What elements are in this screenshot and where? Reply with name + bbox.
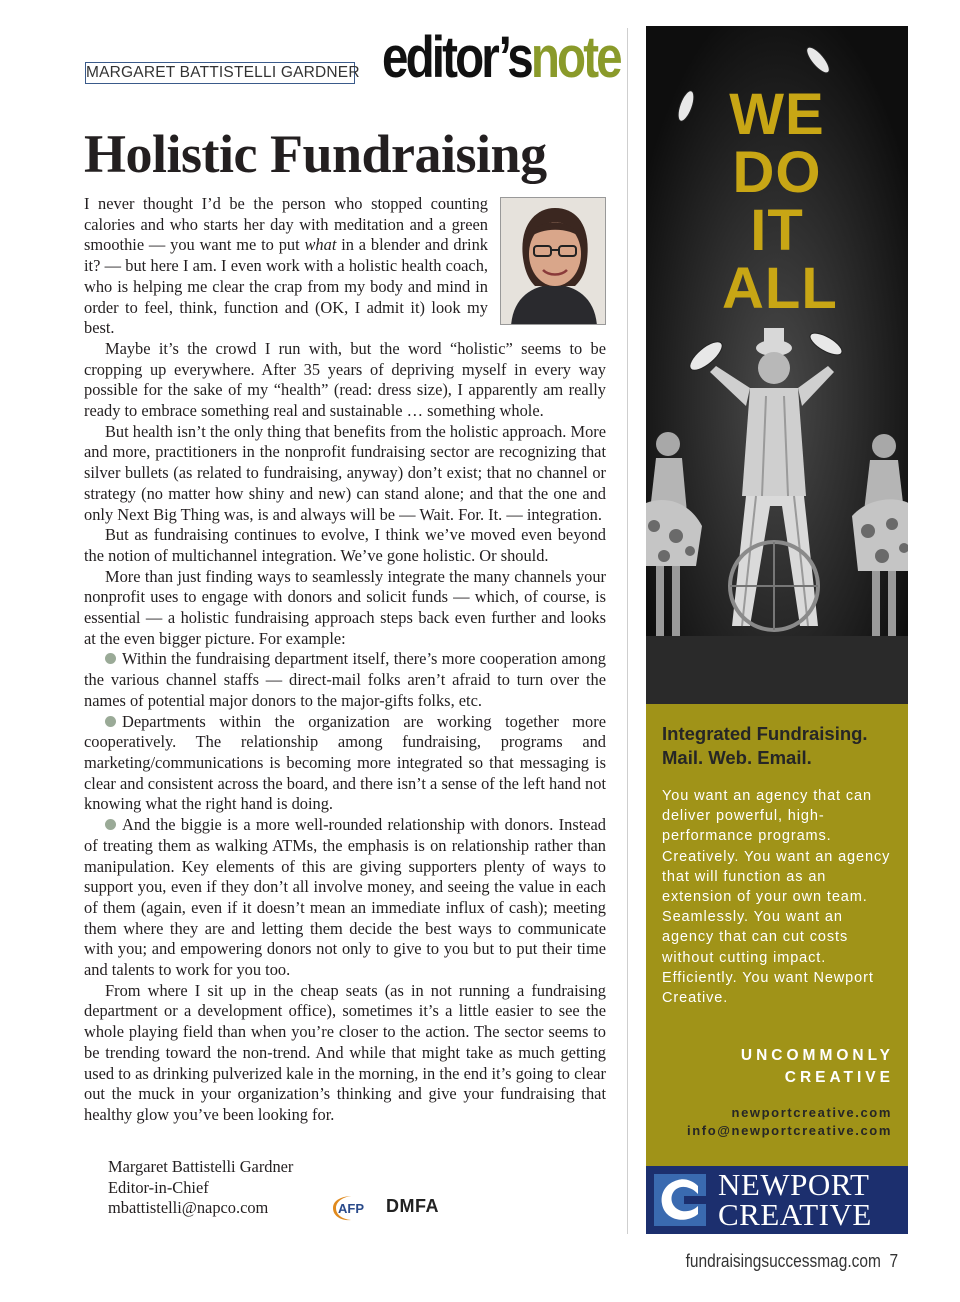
ad-body-copy: You want an agency that can deliver powerful, high-performance programs. Creatively. You want an agency that will function as an extension of your own team. Seamlessly. You want an agency that can cut costs without cutting impact. Efficiently. You want Newport Creative. [662,788,891,1007]
section-title-word2: note [530,25,620,90]
section-title [382,22,620,94]
svg-text:AFP: AFP [338,1201,364,1216]
ad-website-link[interactable]: newportcreative.com [731,1105,892,1120]
bullet-dot-icon [105,716,116,727]
page-number: 7 [889,1251,898,1271]
article-body [84,194,606,1126]
afp-logo [327,1194,373,1222]
signature-name: Margaret Battistelli Gardner [108,1157,294,1176]
bullet-item: And the biggie is a more well-rounded relationship with donors. Instead of treating them as walking ATMs, the emphasis is on relationship rather than manipulation. Key elements of this are giving supporters plenty of ways to support you, even if they don’t all involve money, and seeing the value in each of them (again, even if it doesn’t mean an immediate influx of cash); meeting them where they are and letting them decide the best ways to communicate with you; and empowering donors not only to give to you but to put their time and talents to work for you too. [84,815,606,980]
paragraph: Maybe it’s the crowd I run with, but the word “holistic” seems to be cropping up everywhere. After 35 years of depriving myself in every way possible for the sake of my “health” (read: dress size), I apparently am really ready to embrace something real and sustainable … something whole. [84,338,606,421]
newport-logo-icon [654,1174,706,1226]
section-title-word1: editor’s [382,25,531,90]
page-footer [685,1251,898,1272]
bullet-item: Departments within the organization are working together more cooperatively. The relationship among fundraising, programs and marketing/communications is becoming more integrated so that messaging is clear and consistent across the board, and there isn’t a sense of the left hand not knowing what the right hand is doing. [84,711,606,814]
paragraph: But health isn’t the only thing that benefits from the holistic approach. More and more, practitioners in the nonprofit fundraising sector are recognizing that silver bullets (as related to fundraising, anyway) don’t exist; that no channel or strategy (no matter how shiny and new) can stand alone; and that the one and only Next Big Thing was, is and always will be — Wait. For. It. — integration. [84,421,606,524]
author-byline: MARGARET BATTISTELLI GARDNER [85,62,355,84]
advertisement[interactable] [646,26,908,1234]
paragraph: I never thought I’d be the person who stopped counting calories and who starts her day with meditation and a green smoothie — you want me to put what in a blender and drink it? — but here I am. I even work with a holistic health coach, who is helping me clear the crap from my body and mind in order to feel, think, function and (OK, I admit it) look my best. [84,194,488,338]
article-title: Holistic Fundraising [84,124,547,184]
paragraph: But as fundraising continues to evolve, I think we’ve moved even beyond the notion of multichannel integration. We’ve gone holistic. Or should. [84,525,606,565]
bullet-dot-icon [105,653,116,664]
newport-logo-text: NEWPORT CREATIVE [718,1167,872,1232]
footer-site: fundraisingsuccessmag.com [685,1251,881,1271]
bullet-dot-icon [105,819,116,830]
ad-tagline: UNCOMMONLY CREATIVE [740,1047,894,1086]
author-photo [500,197,606,325]
bullet-item: Within the fundraising department itself, there’s more cooperation among the various channel staffs — direct-mail folks aren’t afraid to turn over the names of potential major donors to the major-gifts folks, etc. [84,649,606,710]
ad-headline: WE DO IT ALL [722,82,838,321]
signature-email[interactable]: mbattistelli@napco.com [108,1198,269,1218]
paragraph: More than just finding ways to seamlessly integrate the many channels your nonprofit uses to engage with donors and solicit funds — which, of course, is essential — a holistic fundraising approach steps back even further and looks at the even bigger picture. For example: [84,566,606,648]
signature-block [108,1157,293,1219]
dmfa-logo: DMFA [386,1196,439,1216]
ad-email-link[interactable]: info@newportcreative.com [687,1123,892,1138]
ad-subheadline: Integrated Fundraising. Mail. Web. Email. [662,723,868,768]
paragraph: From where I sit up in the cheap seats (as in not running a fundraising department or a development office), sometimes it’s a little easier to see the whole playing field than when you’re closer to the action. The sector seems to be trending toward the non-trend. And while that might take as much getting used to as drinking pulverized kale in the morning, in the end it’s going to clear out the muck in your organization’s thinking and give your fundraising that healthy glow you’ve been looking for. [84,980,606,1124]
column-divider [627,28,628,1234]
signature-role: Editor-in-Chief [108,1177,209,1197]
ad-contact [687,1104,892,1140]
